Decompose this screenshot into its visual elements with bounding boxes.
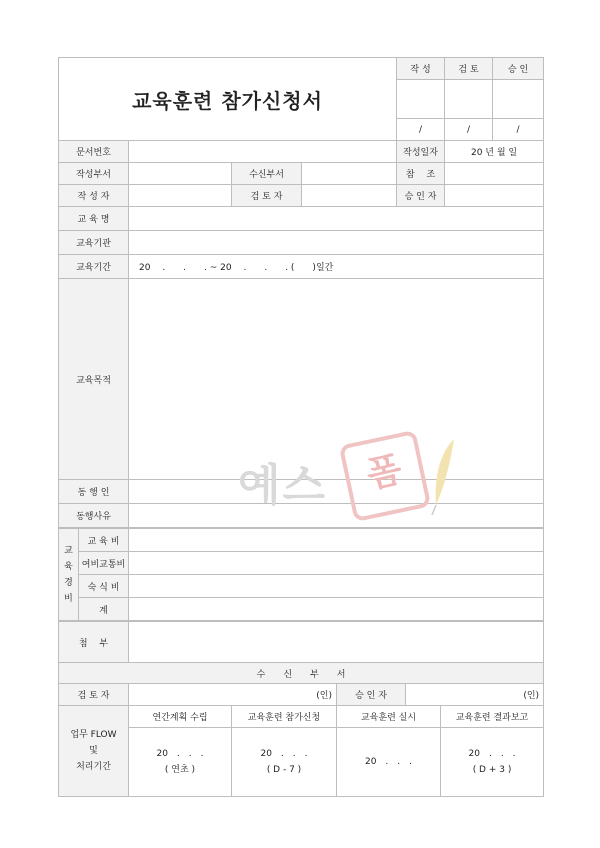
edu-purpose-label: 교육목적	[59, 279, 129, 480]
reviewer-label: 검 토 자	[232, 185, 302, 207]
watermark-text: 예스	[238, 460, 328, 511]
flow-label-line-1: 업무 FLOW	[70, 730, 117, 740]
recv-approver-label: 승 인 자	[337, 684, 406, 706]
approval-write-sign[interactable]	[397, 80, 445, 119]
flow-step-1-name: 연간계획 수립	[129, 706, 232, 728]
edu-period-field[interactable]: 20 . . . ~ 20 . . . ( )일간	[129, 255, 544, 279]
flow-step-2-name: 교육훈련 참가신청	[232, 706, 337, 728]
doc-no-field[interactable]	[129, 141, 397, 163]
recv-approver-seal: (인)	[523, 691, 540, 701]
reference-field[interactable]	[445, 163, 544, 185]
edu-name-label: 교 육 명	[59, 207, 129, 231]
flow-label	[59, 706, 129, 797]
flow-step-3-name: 교육훈련 실시	[337, 706, 441, 728]
approval-approve-date[interactable]: /	[493, 119, 544, 141]
cost-group-label: 교 육 경 비	[59, 529, 79, 621]
companion-reason-field[interactable]	[129, 504, 544, 528]
attach-field[interactable]	[129, 622, 544, 663]
write-date-field[interactable]: 20 년 월 일	[445, 141, 544, 163]
approval-review-sign[interactable]	[445, 80, 493, 119]
cost-travel-field[interactable]	[129, 552, 544, 575]
flow-step-2-note: ( D - 7 )	[266, 765, 302, 775]
approver-field[interactable]	[445, 185, 544, 207]
approval-write-date[interactable]: /	[397, 119, 445, 141]
cost-lodging-label: 숙 식 비	[79, 575, 129, 598]
flow-step-1-cell[interactable]	[129, 728, 232, 797]
approval-write-header: 작 성	[397, 58, 445, 80]
edu-name-field[interactable]	[129, 207, 544, 231]
form-table	[58, 57, 544, 528]
cost-total-field[interactable]	[129, 598, 544, 621]
doc-no-label: 문서번호	[59, 141, 129, 163]
attach-label: 첨 부	[59, 622, 129, 663]
write-dept-label: 작성부서	[59, 163, 129, 185]
edu-period-label: 교육기간	[59, 255, 129, 279]
cost-travel-label: 여비교통비	[79, 552, 129, 575]
watermark-stamp: 폼	[339, 430, 432, 523]
flow-step-1-date: 20 . . .	[156, 749, 204, 759]
write-dept-field[interactable]	[129, 163, 232, 185]
flow-label-line-3: 처리기간	[76, 762, 111, 772]
writer-field[interactable]	[129, 185, 232, 207]
flow-step-2-cell[interactable]	[232, 728, 337, 797]
recv-reviewer-label: 검 토 자	[59, 684, 129, 706]
flow-step-4-name: 교육훈련 결과보고	[441, 706, 544, 728]
bottom-table	[58, 621, 544, 797]
approval-approve-header: 승 인	[493, 58, 544, 80]
flow-step-2-date: 20 . . .	[260, 749, 308, 759]
flow-step-1-note: ( 연초 )	[164, 765, 196, 775]
reviewer-field[interactable]	[302, 185, 397, 207]
flow-step-3-cell[interactable]	[337, 728, 441, 797]
write-date-label: 작성일자	[397, 141, 445, 163]
recv-reviewer-field[interactable]	[129, 684, 337, 706]
form-sheet	[58, 57, 543, 789]
flow-step-4-note: ( D + 3 )	[472, 765, 512, 775]
flow-label-line-2: 및	[89, 746, 98, 756]
companion-label: 동 행 인	[59, 480, 129, 504]
flow-step-4-date: 20 . . .	[468, 749, 516, 759]
cost-lodging-field[interactable]	[129, 575, 544, 598]
approver-label: 승 인 자	[397, 185, 445, 207]
recv-reviewer-seal: (인)	[316, 691, 332, 701]
cost-edu-label: 교 육 비	[79, 529, 129, 552]
recv-dept-field[interactable]	[302, 163, 397, 185]
flow-step-3-date: 20 . . .	[364, 757, 413, 767]
approval-approve-sign[interactable]	[493, 80, 544, 119]
recv-approver-field[interactable]	[406, 684, 544, 706]
edu-org-label: 교육기관	[59, 231, 129, 255]
writer-label: 작 성 자	[59, 185, 129, 207]
reference-label: 참 조	[397, 163, 445, 185]
recv-section-header: 수 신 부 서	[59, 663, 544, 684]
cost-edu-field[interactable]	[129, 529, 544, 552]
companion-reason-label: 동행사유	[59, 504, 129, 528]
recv-dept-label: 수신부서	[232, 163, 302, 185]
cost-table	[58, 528, 544, 621]
approval-review-header: 검 토	[445, 58, 493, 80]
edu-purpose-field[interactable]	[129, 279, 544, 480]
edu-org-field[interactable]	[129, 231, 544, 255]
cost-total-label: 계	[79, 598, 129, 621]
approval-review-date[interactable]: /	[445, 119, 493, 141]
companion-field[interactable]	[129, 480, 544, 504]
flow-step-4-cell[interactable]	[441, 728, 544, 797]
document-title: 교육훈련 참가신청서	[59, 58, 397, 141]
